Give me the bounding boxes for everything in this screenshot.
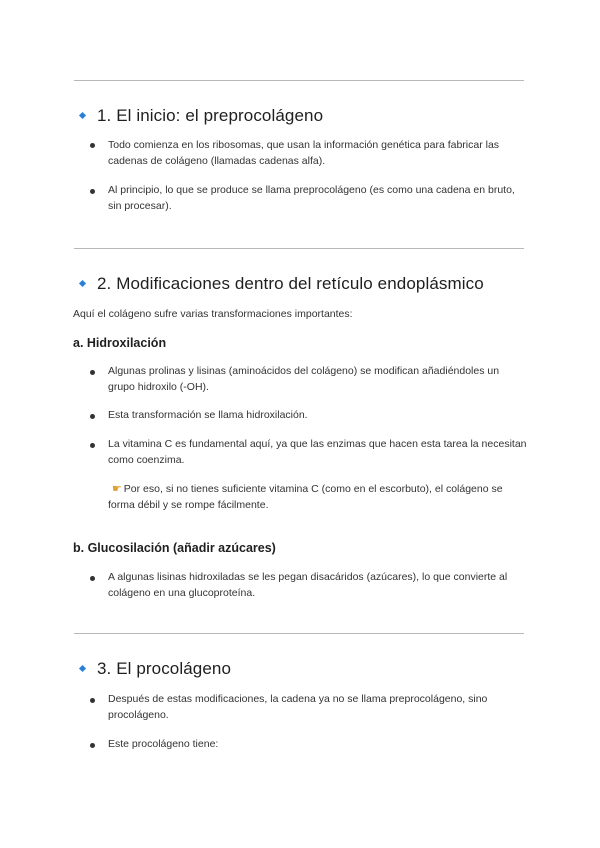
bullet-icon: [90, 576, 95, 581]
section-heading-text: 1. El inicio: el preprocolágeno: [97, 106, 324, 125]
section-heading-text: 2. Modificaciones dentro del retículo endoplásmico: [97, 274, 484, 293]
blue-diamond-icon: [79, 112, 86, 119]
list-item: Al principio, lo que se produce se llama preprocolágeno (es como una cadena en bruto, sin procesar).: [108, 184, 515, 212]
section-intro: Aquí el colágeno sufre varias transformaciones importantes:: [73, 308, 353, 320]
blue-diamond-icon: [79, 665, 86, 672]
section-heading-1: [79, 106, 323, 126]
list-item: Después de estas modificaciones, la cadena ya no se llama preprocolágeno, sino procolágeno.: [108, 693, 488, 721]
subsection-heading-hidroxilacion: a. Hidroxilación: [73, 336, 167, 350]
section-heading-2: [79, 274, 484, 294]
bullet-icon: [90, 698, 95, 703]
note-text: Por eso, si no tienes suficiente vitamina C (como en el escorbuto), el colágeno se forma débil y se rompe fácilmente.: [108, 483, 503, 511]
horizontal-rule: [74, 248, 524, 249]
list-item: Algunas prolinas y lisinas (aminoácidos del colágeno) se modifican añadiéndoles un grupo hidroxilo (-OH).: [108, 365, 500, 393]
note-callout: [108, 482, 528, 513]
horizontal-rule: [74, 633, 524, 634]
horizontal-rule: [74, 80, 524, 81]
list-item: Todo comienza en los ribosomas, que usan la información genética para fabricar las cadenas de colágeno (llamadas cadenas alfa).: [108, 139, 500, 167]
bullet-icon: [90, 443, 95, 448]
list-item: A algunas lisinas hidroxiladas se les pegan disacáridos (azúcares), lo que convierte al colágeno en una glucoproteína.: [108, 571, 508, 599]
bullet-icon: [90, 189, 95, 194]
list-item: Este procolágeno tiene:: [108, 738, 219, 750]
bullet-icon: [90, 143, 95, 148]
blue-diamond-icon: [79, 280, 86, 287]
pointing-hand-icon: ☛: [112, 483, 122, 495]
section-heading-3: [79, 659, 231, 679]
list-item: Esta transformación se llama hidroxilación.: [108, 409, 308, 421]
section-heading-text: 3. El procolágeno: [97, 659, 232, 678]
bullet-icon: [90, 370, 95, 375]
list-item: La vitamina C es fundamental aquí, ya que las enzimas que hacen esta tarea la necesitan como coenzima.: [108, 438, 527, 466]
subsection-heading-glucosilacion: b. Glucosilación (añadir azúcares): [73, 541, 276, 555]
bullet-icon: [90, 414, 95, 419]
bullet-icon: [90, 743, 95, 748]
